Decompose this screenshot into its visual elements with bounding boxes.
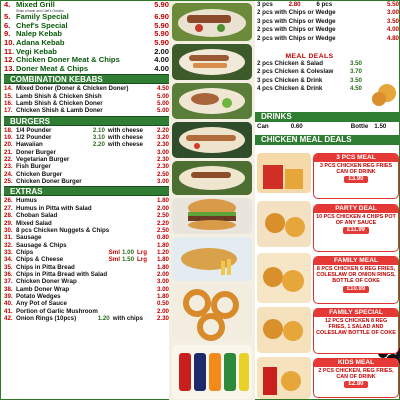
item-price: 3.00 bbox=[156, 278, 169, 286]
can-price: 0.60 bbox=[290, 123, 303, 130]
item-number: 18. bbox=[4, 126, 13, 134]
item-price: 3.00 bbox=[156, 285, 169, 293]
item-price: 5.90 bbox=[154, 0, 169, 9]
item-name: Sausage bbox=[16, 234, 42, 242]
menu-item-row bbox=[4, 300, 169, 307]
item-price: 4.00 bbox=[154, 63, 169, 73]
menu-item-row bbox=[4, 271, 169, 278]
item-price: 2.00 bbox=[154, 46, 169, 56]
deal-kids-meal: KIDS MEAL 2 PCS CHICKEN, REG FRIES, CAN OF DRINK £2.80 bbox=[313, 358, 399, 398]
item-price: 1.80 bbox=[156, 197, 169, 205]
item-name: Chips in Pitta Bread with Salad bbox=[16, 270, 108, 278]
item-price: 0.80 bbox=[156, 234, 169, 242]
menu-item-row bbox=[4, 227, 169, 234]
item-price: 2.00 bbox=[156, 307, 169, 315]
can-label: Can bbox=[257, 123, 269, 130]
small-price: 1.00 bbox=[121, 248, 135, 256]
menu-item-row bbox=[4, 149, 169, 156]
menu-item-row bbox=[4, 242, 169, 249]
menu-item-row bbox=[4, 293, 169, 300]
meal-deals-list bbox=[257, 53, 399, 94]
item-number: 16. bbox=[4, 100, 13, 108]
item-name: Vegi Kebab bbox=[16, 46, 57, 56]
pcs-price-6: 5.50 bbox=[386, 1, 399, 8]
item-name: Choban Salad bbox=[16, 212, 58, 220]
item-price: 1.80 bbox=[156, 263, 169, 271]
item-number: 34. bbox=[4, 256, 13, 264]
item-number: 38. bbox=[4, 285, 13, 293]
small-price: 1.50 bbox=[121, 256, 135, 264]
item-variant-label: with cheese bbox=[107, 141, 143, 149]
item-price: 2.20 bbox=[156, 126, 169, 134]
item-description: Shish of lamb and Chef's Chicken bbox=[16, 8, 64, 13]
item-name: Sausage & Chips bbox=[16, 241, 67, 249]
item-number: 26. bbox=[4, 197, 13, 205]
item-number: 10. bbox=[4, 37, 15, 47]
menu-left-column bbox=[4, 1, 169, 400]
item-variant-price: 2.30 bbox=[156, 314, 169, 322]
kebab-list bbox=[4, 1, 169, 73]
menu-item-row bbox=[4, 65, 169, 74]
item-name: Lamb Doner Wrap bbox=[16, 285, 70, 293]
item-price: 0.50 bbox=[156, 300, 169, 308]
combination-kebab-list bbox=[4, 85, 169, 114]
meal-row: 2 pcs Chicken & Coleslaw 3.70 bbox=[257, 68, 362, 76]
item-number: 24. bbox=[4, 170, 13, 178]
item-price: 3.20 bbox=[156, 134, 169, 142]
item-price: 1.20 bbox=[156, 248, 169, 256]
item-base-price: 2.20 bbox=[92, 141, 105, 149]
large-label: Lrg bbox=[137, 256, 147, 264]
pcs-row: 3 pcs with Chips or Wedge 3.50 bbox=[257, 17, 399, 25]
menu-item-row bbox=[4, 205, 169, 212]
item-price: 2.50 bbox=[156, 170, 169, 178]
item-name: Chips in Pitta Bread bbox=[16, 263, 75, 271]
deal-3-pcs-meal: 3 PCS MEAL 3 PCS CHICKEN REG FRIES CAN OF DRINK £3.90 bbox=[313, 153, 399, 199]
bottle-label: Bottle bbox=[350, 123, 369, 130]
item-number: 9. bbox=[4, 29, 11, 39]
item-number: 13. bbox=[4, 63, 15, 73]
item-name: 1/4 Pounder bbox=[16, 126, 52, 134]
family-meal-photo bbox=[257, 253, 311, 303]
menu-item-row bbox=[4, 127, 169, 134]
menu-item-row bbox=[4, 156, 169, 163]
item-name: Chips & Cheese bbox=[16, 256, 64, 264]
item-price: 5.90 bbox=[154, 29, 169, 39]
item-name: Chicken Doner Wrap bbox=[16, 278, 77, 286]
shish-plate-photo bbox=[172, 122, 252, 158]
item-number: 23. bbox=[4, 163, 13, 171]
item-name: Any Pot of Sauce bbox=[16, 300, 67, 308]
deal-family-special: FAMILY SPECIAL 12 PCS CHICKEN 8 REG FRIES, 1 SALAD AND COLESLAW BOTTLE OF COKE bbox=[313, 308, 399, 354]
item-price: 2.30 bbox=[156, 163, 169, 171]
item-name: Doner Burger bbox=[16, 148, 56, 156]
item-name: Onion Rings (10pcs) bbox=[16, 314, 77, 322]
pcs-price: 2.80 bbox=[288, 1, 301, 8]
food-photos bbox=[169, 1, 255, 400]
item-price: 5.00 bbox=[156, 100, 169, 108]
item-name: Fish Burger bbox=[16, 163, 51, 171]
menu-item-row bbox=[4, 249, 169, 256]
item-number: 36. bbox=[4, 270, 13, 278]
item-name: 1/2 Pounder bbox=[16, 134, 52, 142]
item-name: Mixed Salad bbox=[16, 219, 52, 227]
item-number: 41. bbox=[4, 307, 13, 315]
section-header-extras: EXTRAS bbox=[4, 186, 169, 196]
item-number: 27. bbox=[4, 204, 13, 212]
item-price: 2.20 bbox=[156, 219, 169, 227]
item-price: 1.80 bbox=[156, 292, 169, 300]
item-price: 1.20 bbox=[97, 314, 110, 322]
item-base-price: 2.10 bbox=[92, 126, 105, 134]
menu-item-row bbox=[4, 197, 169, 204]
item-number: 12. bbox=[4, 55, 15, 65]
large-label: Lrg bbox=[137, 248, 147, 256]
item-name: Chicken Shish & Lamb Doner bbox=[16, 107, 103, 115]
item-number: 15. bbox=[4, 92, 13, 100]
menu-item-row bbox=[4, 171, 169, 178]
section-header-drinks: DRINKS bbox=[255, 112, 400, 122]
item-number: 14. bbox=[4, 85, 13, 93]
pcs-row: 2 pcs with Chips or Wedge 4.80 bbox=[257, 34, 399, 42]
item-number: 29. bbox=[4, 219, 13, 227]
item-number: 21. bbox=[4, 148, 13, 156]
pcs-row: 2 pcs with Chips or Wedge 3.00 bbox=[257, 9, 399, 17]
item-price: 5.90 bbox=[154, 37, 169, 47]
item-name: Chicken Doner Burger bbox=[16, 178, 82, 186]
item-number: 33. bbox=[4, 248, 13, 256]
party-bucket-photo bbox=[257, 201, 311, 247]
menu-item-row bbox=[4, 220, 169, 227]
pieces-list bbox=[257, 1, 399, 43]
onion-rings-photo bbox=[172, 284, 252, 342]
meal-row: 2 pcs Chicken & Salad 3.50 bbox=[257, 60, 362, 67]
food-photo-column bbox=[169, 1, 255, 400]
pcs-row: 2 pcs with Chips or Wedge 4.00 bbox=[257, 26, 399, 34]
item-price: 2.30 bbox=[156, 156, 169, 164]
item-name: Lamb Shish & Chicken Shish bbox=[16, 92, 102, 100]
item-name: Potato Wedges bbox=[16, 292, 61, 300]
menu-item-row bbox=[4, 308, 169, 315]
menu-item-row bbox=[4, 85, 169, 92]
menu-item-row bbox=[4, 93, 169, 100]
item-name: Chicken Doner Meat & Chips bbox=[16, 55, 120, 65]
bottle-price: 1.50 bbox=[374, 123, 387, 130]
item-number: 25. bbox=[4, 178, 13, 186]
menu-item-row bbox=[4, 141, 169, 148]
item-price: 5.00 bbox=[156, 92, 169, 100]
item-price: 2.00 bbox=[156, 204, 169, 212]
meal-row: 3 pcs Chicken & Drink 3.50 bbox=[257, 76, 362, 84]
menu-right-column bbox=[255, 1, 400, 400]
item-price: 1.80 bbox=[156, 241, 169, 249]
menu-item-row bbox=[4, 107, 169, 114]
menu-item-row bbox=[4, 278, 169, 285]
menu-item-row bbox=[4, 212, 169, 219]
menu-item-row bbox=[4, 163, 169, 170]
fish-and-chips-photo bbox=[172, 237, 252, 281]
meal-row: 4 pcs Chicken & Drink 4.50 bbox=[257, 85, 362, 93]
item-price: 4.00 bbox=[154, 55, 169, 65]
grill-platter-photo bbox=[172, 44, 252, 80]
item-number: 17. bbox=[4, 107, 13, 115]
item-price: 2.00 bbox=[156, 270, 169, 278]
item-price: 2.50 bbox=[156, 226, 169, 234]
item-price: 1.80 bbox=[156, 256, 169, 264]
item-name: 8 pcs Chicken Nuggets & Chips bbox=[16, 226, 110, 234]
item-number: 32. bbox=[4, 241, 13, 249]
item-name: Mixed Doner (Doner & Chicken Doner) bbox=[16, 85, 129, 93]
menu-item-row bbox=[4, 286, 169, 293]
item-price: 3.00 bbox=[156, 178, 169, 186]
item-number: 30. bbox=[4, 226, 13, 234]
item-price: 3.00 bbox=[156, 148, 169, 156]
item-variant-label: with cheese bbox=[107, 126, 143, 134]
item-number: 37. bbox=[4, 278, 13, 286]
item-name: Vegetarian Burger bbox=[16, 156, 70, 164]
chicken-bucket-photo bbox=[257, 153, 311, 193]
item-variant-label: with chips bbox=[112, 314, 143, 322]
item-name: Adana Kebab bbox=[16, 37, 65, 47]
item-price: 2.30 bbox=[156, 141, 169, 149]
section-header-combination-kebabs: COMBINATION KEBABS bbox=[4, 74, 169, 84]
item-number: 39. bbox=[4, 292, 13, 300]
small-label: Sml bbox=[108, 256, 120, 264]
item-name: Mixed Grill bbox=[16, 0, 55, 9]
pcs-label: 3 pcs bbox=[257, 1, 273, 8]
item-number: 35. bbox=[4, 263, 13, 271]
item-number: 42. bbox=[4, 314, 13, 322]
item-number: 5. bbox=[4, 12, 11, 22]
item-number: 22. bbox=[4, 156, 13, 164]
kebab-plate-photo bbox=[172, 3, 252, 41]
item-number: 31. bbox=[4, 234, 13, 242]
mixed-kebab-photo bbox=[172, 161, 252, 195]
item-variant-label: with cheese bbox=[107, 134, 143, 142]
menu-item-row bbox=[4, 256, 169, 263]
item-name: Family Special bbox=[16, 12, 69, 22]
item-name: Humus in Pitta with Salad bbox=[16, 204, 92, 212]
doner-plate-photo bbox=[172, 83, 252, 119]
item-number: 11. bbox=[4, 46, 15, 56]
item-number: 28. bbox=[4, 212, 13, 220]
item-price: 6.90 bbox=[154, 12, 169, 22]
item-name: Doner Meat & Chips bbox=[16, 63, 89, 73]
item-price: 4.50 bbox=[156, 85, 169, 93]
item-base-price: 3.10 bbox=[92, 134, 105, 142]
item-price: 5.90 bbox=[154, 20, 169, 30]
section-header-chicken-meal-deals: CHICKEN MEAL DEALS bbox=[255, 135, 400, 145]
pieces-row-3-6 bbox=[257, 1, 399, 9]
item-name: Nalep Kebab bbox=[16, 29, 62, 39]
item-number: 20. bbox=[4, 141, 13, 149]
deal-party: PARTY DEAL 10 PCS CHICKEN 4 CHIPS POT OF ANY SAUCE £11.99 bbox=[313, 204, 399, 252]
deal-family-meal: FAMILY MEAL 8 PCS CHICKEN 6 REG FRIES, COLESLAW OR ONION RINGS, BOTTLE OF COKE £10.99 bbox=[313, 256, 399, 304]
menu-item-row bbox=[4, 100, 169, 107]
section-header-burgers: BURGERS bbox=[4, 116, 169, 126]
extras-list bbox=[4, 197, 169, 322]
menu-item-row bbox=[4, 134, 169, 141]
pcs-label-6: 6 pcs bbox=[316, 1, 333, 8]
kids-meal-photo bbox=[257, 357, 311, 399]
menu-item-row bbox=[4, 234, 169, 241]
menu-item-row bbox=[4, 315, 169, 322]
item-name: Chef's Special bbox=[16, 20, 68, 30]
item-name: Portion of Garlic Mushroom bbox=[16, 307, 98, 315]
item-number: 4. bbox=[4, 0, 11, 9]
meal-deals-title: MEAL DEALS bbox=[285, 53, 334, 60]
menu-item-row bbox=[4, 264, 169, 271]
item-name: Lamb Shish & Chicken Doner bbox=[16, 100, 103, 108]
item-number: 19. bbox=[4, 134, 13, 142]
item-price: 2.50 bbox=[156, 212, 169, 220]
menu-item-row bbox=[4, 178, 169, 185]
item-name: Chicken Burger bbox=[16, 170, 63, 178]
item-name: Chips bbox=[16, 248, 34, 256]
family-special-photo bbox=[257, 307, 311, 353]
burger-list bbox=[4, 127, 169, 186]
item-name: Humus bbox=[16, 197, 37, 205]
burger-photo bbox=[172, 198, 252, 234]
item-number: 40. bbox=[4, 300, 13, 308]
item-number: 6. bbox=[4, 20, 11, 30]
small-label: Sml bbox=[108, 248, 120, 256]
drinks-row bbox=[257, 123, 399, 131]
item-price: 5.00 bbox=[156, 107, 169, 115]
item-name: Hawaiian bbox=[16, 141, 43, 149]
soft-drinks-photo bbox=[172, 345, 252, 399]
